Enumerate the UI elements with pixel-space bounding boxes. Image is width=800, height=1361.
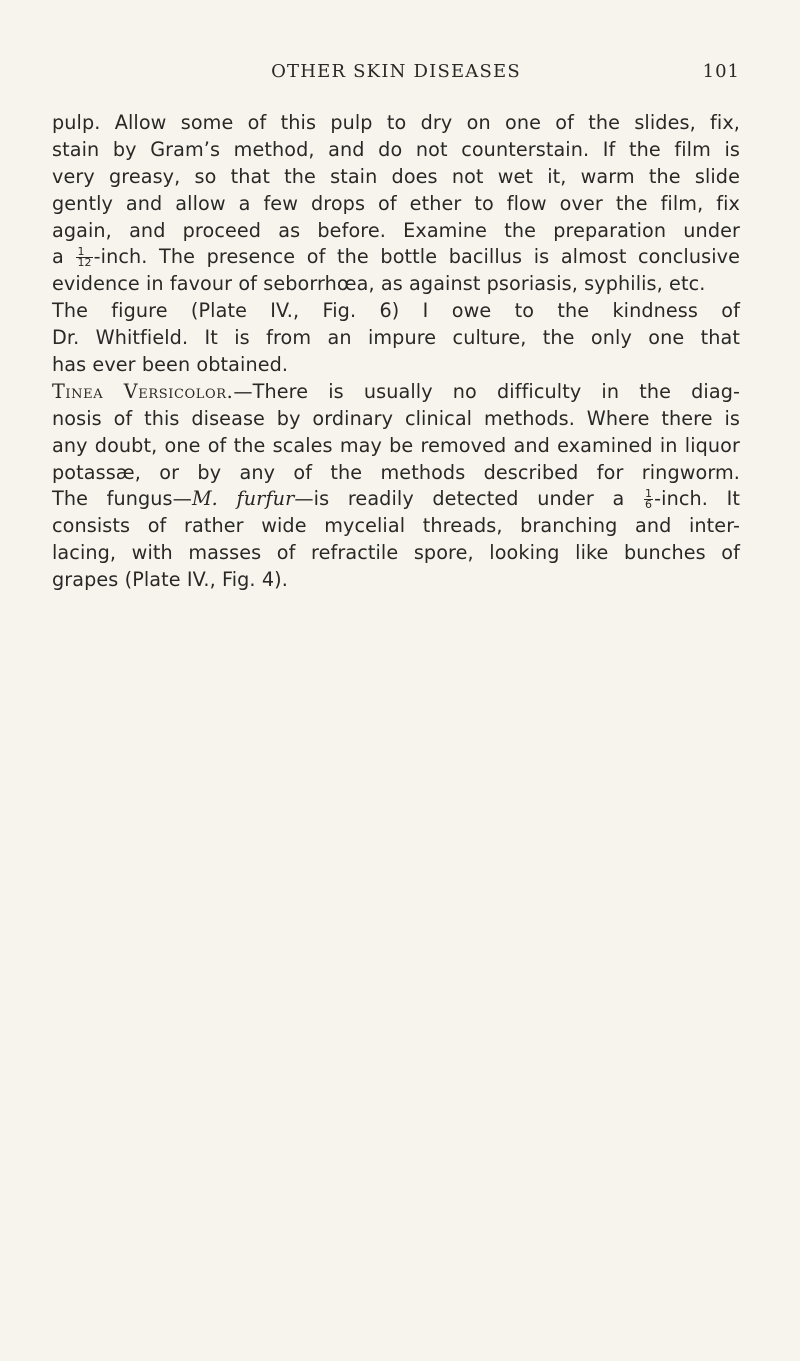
fraction-numerator: 1 <box>76 247 92 258</box>
text-line-with-heading <box>52 379 740 406</box>
text-line: consists of rather wide mycelial threads, branching and inter- <box>52 514 740 538</box>
body-text <box>52 110 740 594</box>
text-fragment: —There is usually no difficulty in the diag- <box>233 379 740 403</box>
text-line: any doubt, one of the scales may be removed and examined in liquor <box>52 433 740 457</box>
text-fragment: —is readily detected under a <box>294 487 625 511</box>
text-line: gently and allow a few drops of ether to flow over the film, fix <box>52 191 740 215</box>
text-line: lacing, with masses of refractile spore, looking like bunches of <box>52 541 740 565</box>
paragraph-bottle-bacillus <box>52 110 740 298</box>
fraction-denominator: 6 <box>645 498 653 512</box>
section-heading: Tinea Versicolor. <box>52 379 234 403</box>
text-line: grapes (Plate IV., Fig. 4). <box>52 568 288 592</box>
text-fragment: -inch. It <box>654 487 740 511</box>
running-title: OTHER SKIN DISEASES <box>271 61 521 82</box>
fraction-denominator: 12 <box>77 256 92 270</box>
text-fragment: -inch. The presence of the bottle bacillus is almost conclusive <box>93 245 741 269</box>
text-line-with-italic <box>52 486 740 513</box>
text-line-with-fraction <box>52 244 740 271</box>
paragraph-tinea-versicolor <box>52 379 740 594</box>
text-line: stain by Gram’s method, and do not counterstain. If the film is <box>52 137 740 161</box>
text-line: The figure (Plate IV., Fig. 6) I owe to the kindness of <box>52 299 740 323</box>
text-fragment: a <box>52 245 64 269</box>
text-line: potassæ, or by any of the methods described for ringworm. <box>52 460 740 484</box>
text-line: pulp. Allow some of this pulp to dry on one of the slides, fix, <box>52 111 740 134</box>
text-line: has ever been obtained. <box>52 353 289 377</box>
species-name: M. furfur <box>191 487 295 511</box>
text-fragment: The fungus— <box>52 487 192 511</box>
fraction-one-twelfth <box>76 247 92 268</box>
text-line: evidence in favour of seborrhœa, as against psoriasis, syphilis, etc. <box>52 272 706 296</box>
text-line: again, and proceed as before. Examine the preparation under <box>52 218 740 242</box>
text-line: nosis of this disease by ordinary clinical methods. Where there is <box>52 406 740 430</box>
running-head <box>52 61 740 91</box>
text-line: Dr. Whitfield. It is from an impure culture, the only one that <box>52 326 740 350</box>
fraction-numerator: 1 <box>645 487 653 501</box>
paragraph-figure-credit <box>52 298 740 379</box>
fraction-one-sixth <box>644 489 653 510</box>
page-number: 101 <box>702 61 740 82</box>
text-line: very greasy, so that the stain does not wet it, warm the slide <box>52 164 740 188</box>
